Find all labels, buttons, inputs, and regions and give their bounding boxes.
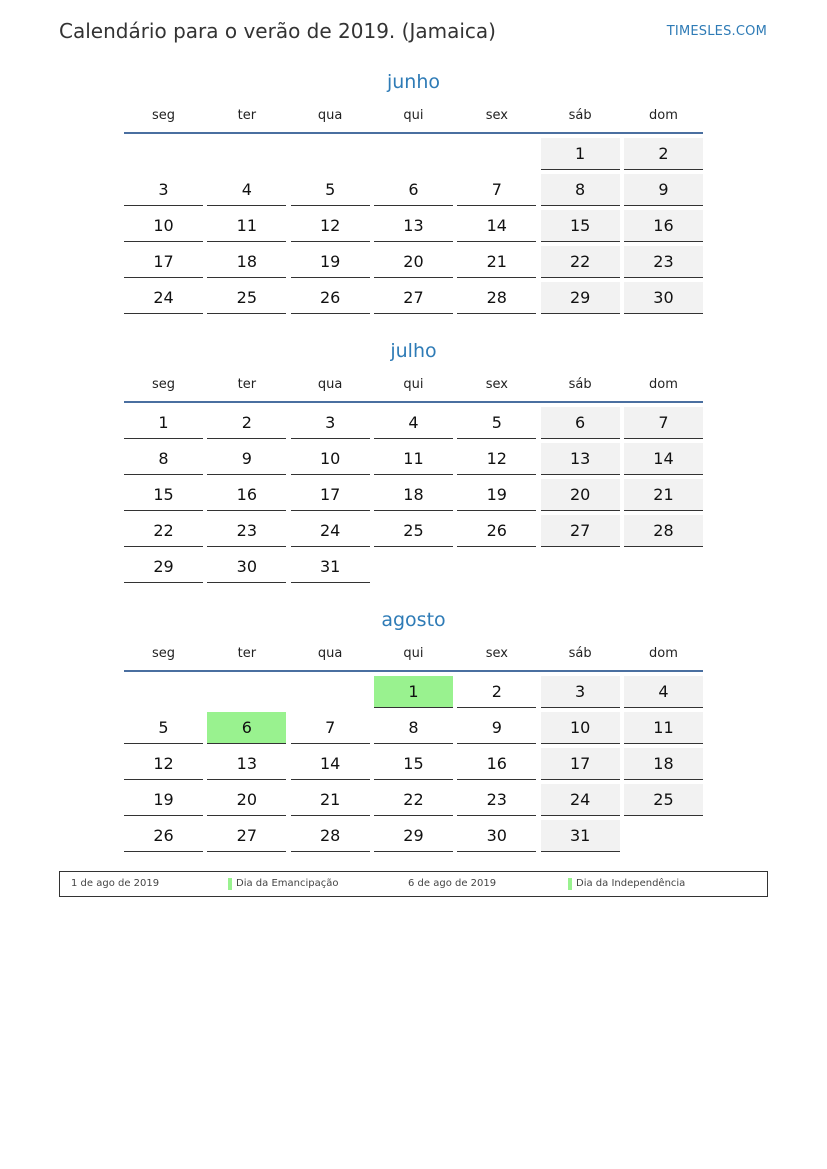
month-july xyxy=(124,337,703,583)
legend-holiday-name: Dia da Independência xyxy=(576,878,686,889)
weekday-label: seg xyxy=(151,377,176,392)
day-cell: 29 xyxy=(541,282,620,314)
day-cell: 30 xyxy=(624,282,703,314)
legend-date: 6 de ago de 2019 xyxy=(408,878,497,889)
day-cell: 18 xyxy=(374,479,453,511)
day-cell: 5 xyxy=(124,712,203,744)
day-cell: 4 xyxy=(207,174,286,206)
day-cell: 18 xyxy=(624,748,703,780)
day-cell: 13 xyxy=(207,748,286,780)
day-cell: 21 xyxy=(291,784,370,816)
legend-holiday-name: Dia da Emancipação xyxy=(236,878,339,889)
day-cell: 21 xyxy=(624,479,703,511)
day-cell: 27 xyxy=(541,515,620,547)
holiday-legend xyxy=(59,871,768,897)
weekday-label: ter xyxy=(237,377,257,392)
day-cell: 24 xyxy=(541,784,620,816)
weekday-header xyxy=(124,102,703,130)
empty-cell xyxy=(374,138,453,170)
day-cell: 3 xyxy=(541,676,620,708)
day-cell: 6 xyxy=(374,174,453,206)
day-cell: 10 xyxy=(541,712,620,744)
day-cell: 3 xyxy=(124,174,203,206)
day-cell: 25 xyxy=(207,282,286,314)
day-cell: 5 xyxy=(291,174,370,206)
day-grid xyxy=(124,138,703,314)
day-cell: 13 xyxy=(374,210,453,242)
day-cell: 14 xyxy=(457,210,536,242)
day-cell: 8 xyxy=(374,712,453,744)
day-cell: 11 xyxy=(207,210,286,242)
day-cell: 9 xyxy=(207,443,286,475)
weekday-label: sáb xyxy=(568,108,592,123)
weekday-label: dom xyxy=(649,646,678,661)
day-cell: 24 xyxy=(124,282,203,314)
day-cell: 23 xyxy=(457,784,536,816)
empty-cell xyxy=(207,138,286,170)
day-cell: 9 xyxy=(624,174,703,206)
weekday-label: sex xyxy=(485,108,508,123)
day-grid xyxy=(124,407,703,583)
header-rule xyxy=(124,132,703,134)
empty-cell xyxy=(457,138,536,170)
weekday-header xyxy=(124,371,703,399)
day-cell: 6 xyxy=(541,407,620,439)
day-cell: 19 xyxy=(291,246,370,278)
day-cell: 19 xyxy=(457,479,536,511)
weekday-label: ter xyxy=(237,646,257,661)
day-cell: 19 xyxy=(124,784,203,816)
header-rule xyxy=(124,401,703,403)
weekday-label: qua xyxy=(317,646,343,661)
weekday-label: dom xyxy=(649,108,678,123)
day-cell: 28 xyxy=(624,515,703,547)
day-cell: 16 xyxy=(624,210,703,242)
month-august xyxy=(124,606,703,852)
day-cell: 25 xyxy=(624,784,703,816)
day-cell: 12 xyxy=(124,748,203,780)
holiday-day-cell: 6 xyxy=(207,712,286,744)
day-cell: 28 xyxy=(457,282,536,314)
day-cell: 27 xyxy=(374,282,453,314)
day-cell: 23 xyxy=(624,246,703,278)
day-cell: 26 xyxy=(124,820,203,852)
day-cell: 2 xyxy=(207,407,286,439)
header-rule xyxy=(124,670,703,672)
day-cell: 8 xyxy=(124,443,203,475)
day-cell: 2 xyxy=(624,138,703,170)
weekday-label: seg xyxy=(151,646,176,661)
day-cell: 17 xyxy=(541,748,620,780)
day-cell: 23 xyxy=(207,515,286,547)
day-grid xyxy=(124,676,703,852)
day-cell: 30 xyxy=(207,551,286,583)
day-cell: 2 xyxy=(457,676,536,708)
day-cell: 11 xyxy=(624,712,703,744)
holiday-day-cell: 1 xyxy=(374,676,453,708)
weekday-label: seg xyxy=(151,108,176,123)
weekday-label: qua xyxy=(317,108,343,123)
day-cell: 7 xyxy=(624,407,703,439)
day-cell: 20 xyxy=(207,784,286,816)
holiday-color-swatch xyxy=(228,878,232,890)
day-cell: 9 xyxy=(457,712,536,744)
site-link[interactable]: TIMESLES.COM xyxy=(666,24,767,39)
month-june xyxy=(124,68,703,314)
day-cell: 4 xyxy=(624,676,703,708)
day-cell: 15 xyxy=(541,210,620,242)
day-cell: 16 xyxy=(457,748,536,780)
day-cell: 26 xyxy=(457,515,536,547)
day-cell: 17 xyxy=(291,479,370,511)
weekday-label: sáb xyxy=(568,377,592,392)
weekday-label: sex xyxy=(485,377,508,392)
weekday-label: sáb xyxy=(568,646,592,661)
weekday-label: qui xyxy=(403,646,424,661)
day-cell: 13 xyxy=(541,443,620,475)
day-cell: 22 xyxy=(124,515,203,547)
day-cell: 7 xyxy=(457,174,536,206)
day-cell: 22 xyxy=(541,246,620,278)
day-cell: 29 xyxy=(124,551,203,583)
day-cell: 12 xyxy=(457,443,536,475)
day-cell: 20 xyxy=(541,479,620,511)
day-cell: 21 xyxy=(457,246,536,278)
day-cell: 24 xyxy=(291,515,370,547)
day-cell: 27 xyxy=(207,820,286,852)
day-cell: 1 xyxy=(541,138,620,170)
empty-cell xyxy=(124,676,203,708)
day-cell: 10 xyxy=(291,443,370,475)
day-cell: 15 xyxy=(124,479,203,511)
weekday-label: qui xyxy=(403,108,424,123)
empty-cell xyxy=(291,138,370,170)
day-cell: 25 xyxy=(374,515,453,547)
day-cell: 28 xyxy=(291,820,370,852)
day-cell: 17 xyxy=(124,246,203,278)
day-cell: 1 xyxy=(124,407,203,439)
month-name: julho xyxy=(390,340,437,362)
day-cell: 26 xyxy=(291,282,370,314)
day-cell: 12 xyxy=(291,210,370,242)
month-name: agosto xyxy=(381,609,446,631)
page-title: Calendário para o verão de 2019. (Jamaica) xyxy=(59,19,496,43)
holiday-color-swatch xyxy=(568,878,572,890)
weekday-label: qua xyxy=(317,377,343,392)
day-cell: 30 xyxy=(457,820,536,852)
day-cell: 29 xyxy=(374,820,453,852)
day-cell: 3 xyxy=(291,407,370,439)
day-cell: 5 xyxy=(457,407,536,439)
day-cell: 4 xyxy=(374,407,453,439)
weekday-label: qui xyxy=(403,377,424,392)
day-cell: 15 xyxy=(374,748,453,780)
day-cell: 14 xyxy=(291,748,370,780)
weekday-label: ter xyxy=(237,108,257,123)
day-cell: 18 xyxy=(207,246,286,278)
day-cell: 11 xyxy=(374,443,453,475)
legend-date: 1 de ago de 2019 xyxy=(71,878,160,889)
day-cell: 10 xyxy=(124,210,203,242)
weekday-label: sex xyxy=(485,646,508,661)
weekday-label: dom xyxy=(649,377,678,392)
day-cell: 14 xyxy=(624,443,703,475)
empty-cell xyxy=(124,138,203,170)
day-cell: 7 xyxy=(291,712,370,744)
day-cell: 31 xyxy=(291,551,370,583)
month-name: junho xyxy=(386,71,441,93)
day-cell: 8 xyxy=(541,174,620,206)
day-cell: 20 xyxy=(374,246,453,278)
empty-cell xyxy=(291,676,370,708)
day-cell: 22 xyxy=(374,784,453,816)
day-cell: 31 xyxy=(541,820,620,852)
weekday-header xyxy=(124,640,703,668)
empty-cell xyxy=(207,676,286,708)
day-cell: 16 xyxy=(207,479,286,511)
